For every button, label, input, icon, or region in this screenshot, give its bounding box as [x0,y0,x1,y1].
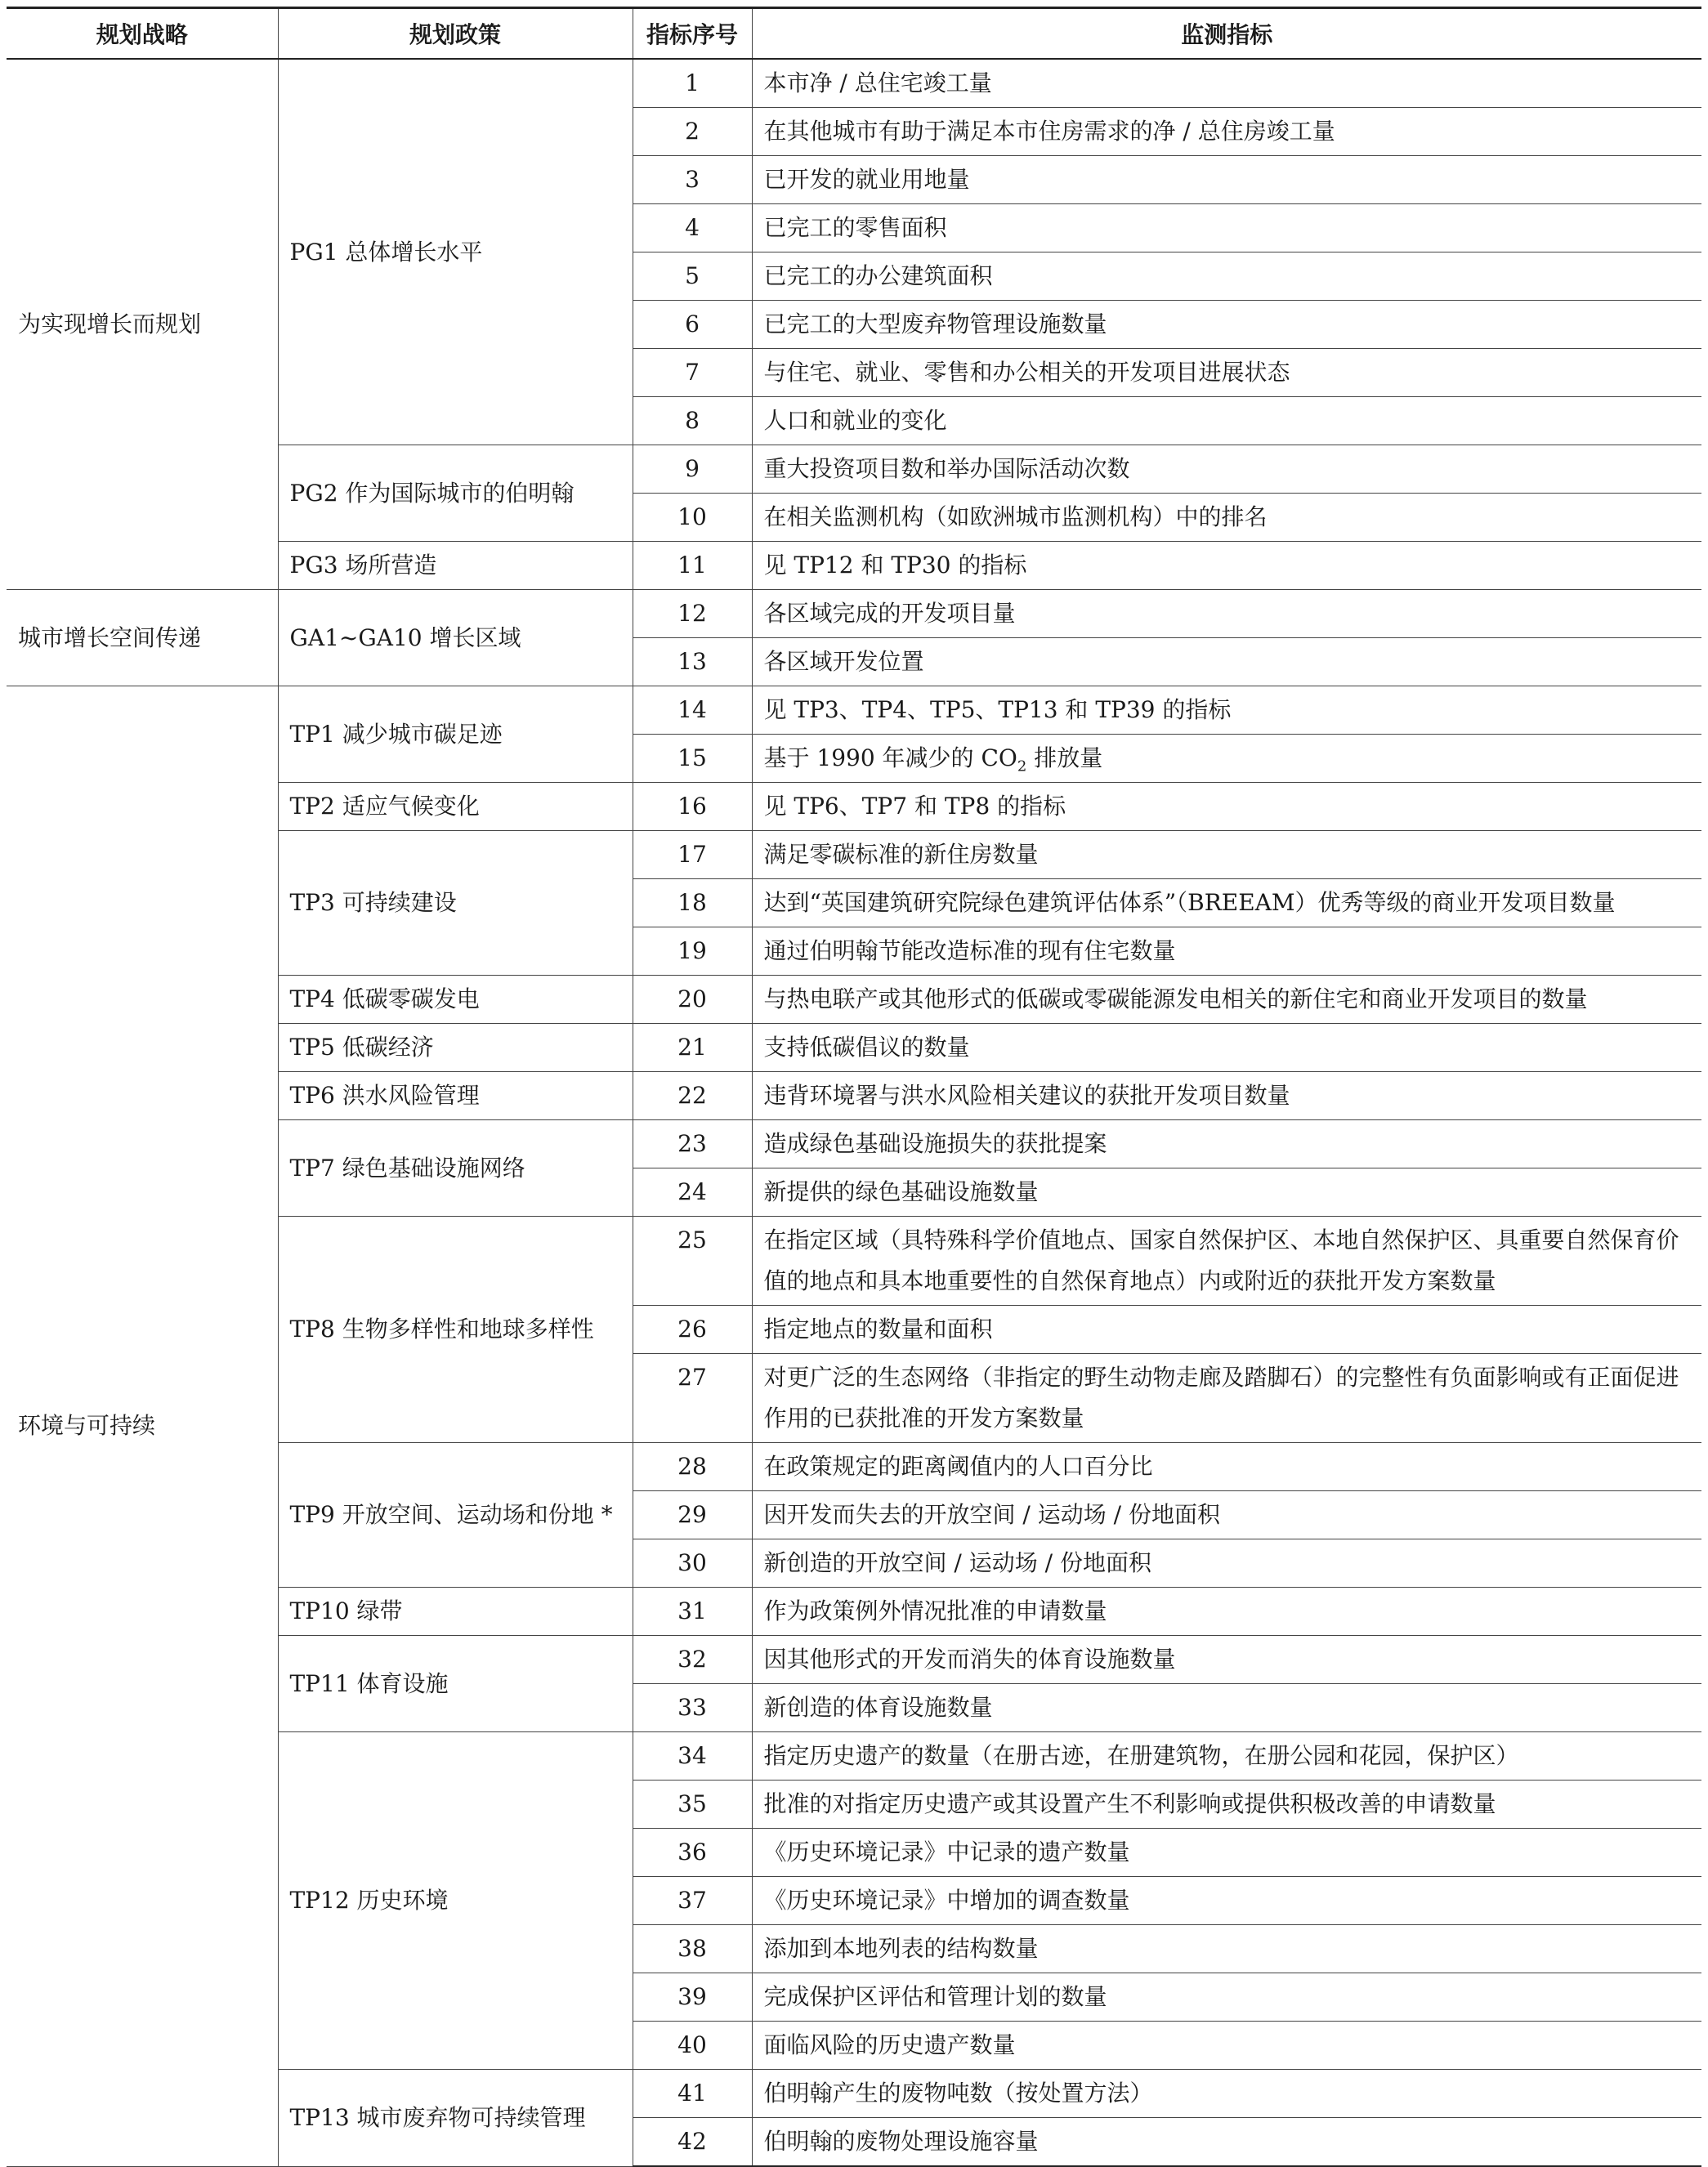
policy-cell: TP4 低碳零碳发电 [278,976,633,1024]
monitoring-table-container [7,7,1701,2167]
policy-cell: TP6 洪水风险管理 [278,1072,633,1120]
indicator-cell: 各区域开发位置 [752,638,1701,686]
indicator-cell: 新创造的开放空间 / 运动场 / 份地面积 [752,1539,1701,1588]
indicator-cell: 达到“英国建筑研究院绿色建筑评估体系”（BREEAM）优秀等级的商业开发项目数量 [752,879,1701,927]
indicator-cell: 在指定区域（具特殊科学价值地点、国家自然保护区、本地自然保护区、具重要自然保育价值的地点和具本地重要性的自然保育地点）内或附近的获批开发方案数量 [752,1217,1701,1306]
policy-cell: TP9 开放空间、运动场和份地 * [278,1443,633,1588]
indicator-cell: 见 TP3、TP4、TP5、TP13 和 TP39 的指标 [752,686,1701,735]
policy-cell: TP10 绿带 [278,1588,633,1636]
index-cell: 11 [633,542,752,590]
policy-cell: TP5 低碳经济 [278,1024,633,1072]
index-cell: 22 [633,1072,752,1120]
indicator-cell: 伯明翰产生的废物吨数（按处置方法） [752,2070,1701,2118]
policy-cell: TP2 适应气候变化 [278,783,633,831]
index-cell: 23 [633,1120,752,1168]
indicator-cell: 添加到本地列表的结构数量 [752,1925,1701,1973]
monitoring-indicator-table [7,7,1701,2167]
index-cell: 26 [633,1306,752,1354]
index-cell: 31 [633,1588,752,1636]
index-cell: 20 [633,976,752,1024]
header-strategy: 规划战略 [7,8,278,60]
index-cell: 32 [633,1636,752,1684]
index-cell: 38 [633,1925,752,1973]
indicator-cell: 已完工的大型废弃物管理设施数量 [752,301,1701,349]
indicator-cell: 满足零碳标准的新住房数量 [752,831,1701,879]
index-cell: 3 [633,156,752,204]
table-row [7,590,1701,638]
index-cell: 17 [633,831,752,879]
table-header-row [7,8,1701,60]
index-cell: 7 [633,349,752,397]
index-cell: 36 [633,1829,752,1877]
co2-text-pre: 基于 1990 年减少的 CO [763,744,1017,771]
indicator-cell: 伯明翰的废物处理设施容量 [752,2118,1701,2167]
indicator-cell: 各区域完成的开发项目量 [752,590,1701,638]
co2-text-post: 排放量 [1026,744,1103,771]
policy-cell: PG1 总体增长水平 [278,59,633,445]
indicator-cell: 见 TP12 和 TP30 的指标 [752,542,1701,590]
indicator-cell: 对更广泛的生态网络（非指定的野生动物走廊及踏脚石）的完整性有负面影响或有正面促进作用的已获批准的开发方案数量 [752,1354,1701,1443]
strategy-cell: 为实现增长而规划 [7,59,278,590]
indicator-cell: 作为政策例外情况批准的申请数量 [752,1588,1701,1636]
header-policy: 规划政策 [278,8,633,60]
header-indicator: 监测指标 [752,8,1701,60]
index-cell: 34 [633,1732,752,1781]
indicator-cell: 造成绿色基础设施损失的获批提案 [752,1120,1701,1168]
indicator-cell: 指定地点的数量和面积 [752,1306,1701,1354]
indicator-cell: 在其他城市有助于满足本市住房需求的净 / 总住房竣工量 [752,108,1701,156]
index-cell: 6 [633,301,752,349]
index-cell: 24 [633,1168,752,1217]
index-cell: 39 [633,1973,752,2022]
index-cell: 5 [633,252,752,301]
index-cell: 14 [633,686,752,735]
index-cell: 8 [633,397,752,445]
index-cell: 19 [633,927,752,976]
indicator-cell: 与住宅、就业、零售和办公相关的开发项目进展状态 [752,349,1701,397]
indicator-cell: 指定历史遗产的数量（在册古迹，在册建筑物，在册公园和花园，保护区） [752,1732,1701,1781]
index-cell: 12 [633,590,752,638]
index-cell: 27 [633,1354,752,1443]
indicator-cell: 支持低碳倡议的数量 [752,1024,1701,1072]
table-row [7,59,1701,108]
index-cell: 42 [633,2118,752,2167]
indicator-cell: 因开发而失去的开放空间 / 运动场 / 份地面积 [752,1491,1701,1539]
index-cell: 37 [633,1877,752,1925]
strategy-cell: 环境与可持续 [7,686,278,2167]
index-cell: 2 [633,108,752,156]
strategy-cell: 城市增长空间传递 [7,590,278,686]
indicator-cell: 在相关监测机构（如欧洲城市监测机构）中的排名 [752,494,1701,542]
index-cell: 9 [633,445,752,494]
index-cell: 40 [633,2022,752,2070]
indicator-cell: 《历史环境记录》中增加的调查数量 [752,1877,1701,1925]
indicator-cell: 已开发的就业用地量 [752,156,1701,204]
indicator-cell: 新创造的体育设施数量 [752,1684,1701,1732]
policy-cell: PG3 场所营造 [278,542,633,590]
indicator-cell: 面临风险的历史遗产数量 [752,2022,1701,2070]
indicator-cell: 重大投资项目数和举办国际活动次数 [752,445,1701,494]
index-cell: 13 [633,638,752,686]
co2-subscript: 2 [1017,757,1027,775]
index-cell: 18 [633,879,752,927]
indicator-cell: 完成保护区评估和管理计划的数量 [752,1973,1701,2022]
policy-cell: TP8 生物多样性和地球多样性 [278,1217,633,1443]
policy-cell: PG2 作为国际城市的伯明翰 [278,445,633,542]
policy-cell: TP13 城市废弃物可持续管理 [278,2070,633,2167]
index-cell: 4 [633,204,752,252]
policy-cell: TP3 可持续建设 [278,831,633,976]
index-cell: 25 [633,1217,752,1306]
index-cell: 29 [633,1491,752,1539]
index-cell: 41 [633,2070,752,2118]
index-cell: 28 [633,1443,752,1491]
index-cell: 16 [633,783,752,831]
index-cell: 30 [633,1539,752,1588]
table-row [7,686,1701,735]
indicator-cell-co2 [752,735,1701,783]
indicator-cell: 已完工的办公建筑面积 [752,252,1701,301]
index-cell: 1 [633,59,752,108]
index-cell: 35 [633,1781,752,1829]
indicator-cell: 本市净 / 总住宅竣工量 [752,59,1701,108]
indicator-cell: 新提供的绿色基础设施数量 [752,1168,1701,1217]
header-index: 指标序号 [633,8,752,60]
policy-cell: TP12 历史环境 [278,1732,633,2070]
policy-cell: TP1 减少城市碳足迹 [278,686,633,783]
indicator-cell: 《历史环境记录》中记录的遗产数量 [752,1829,1701,1877]
indicator-cell: 违背环境署与洪水风险相关建议的获批开发项目数量 [752,1072,1701,1120]
indicator-cell: 人口和就业的变化 [752,397,1701,445]
policy-cell: TP7 绿色基础设施网络 [278,1120,633,1217]
policy-cell: GA1~GA10 增长区域 [278,590,633,686]
indicator-cell: 在政策规定的距离阈值内的人口百分比 [752,1443,1701,1491]
index-cell: 21 [633,1024,752,1072]
indicator-cell: 见 TP6、TP7 和 TP8 的指标 [752,783,1701,831]
policy-cell: TP11 体育设施 [278,1636,633,1732]
indicator-cell: 已完工的零售面积 [752,204,1701,252]
indicator-cell: 通过伯明翰节能改造标准的现有住宅数量 [752,927,1701,976]
index-cell: 10 [633,494,752,542]
index-cell: 15 [633,735,752,783]
indicator-cell: 批准的对指定历史遗产或其设置产生不利影响或提供积极改善的申请数量 [752,1781,1701,1829]
indicator-cell: 因其他形式的开发而消失的体育设施数量 [752,1636,1701,1684]
index-cell: 33 [633,1684,752,1732]
indicator-cell: 与热电联产或其他形式的低碳或零碳能源发电相关的新住宅和商业开发项目的数量 [752,976,1701,1024]
